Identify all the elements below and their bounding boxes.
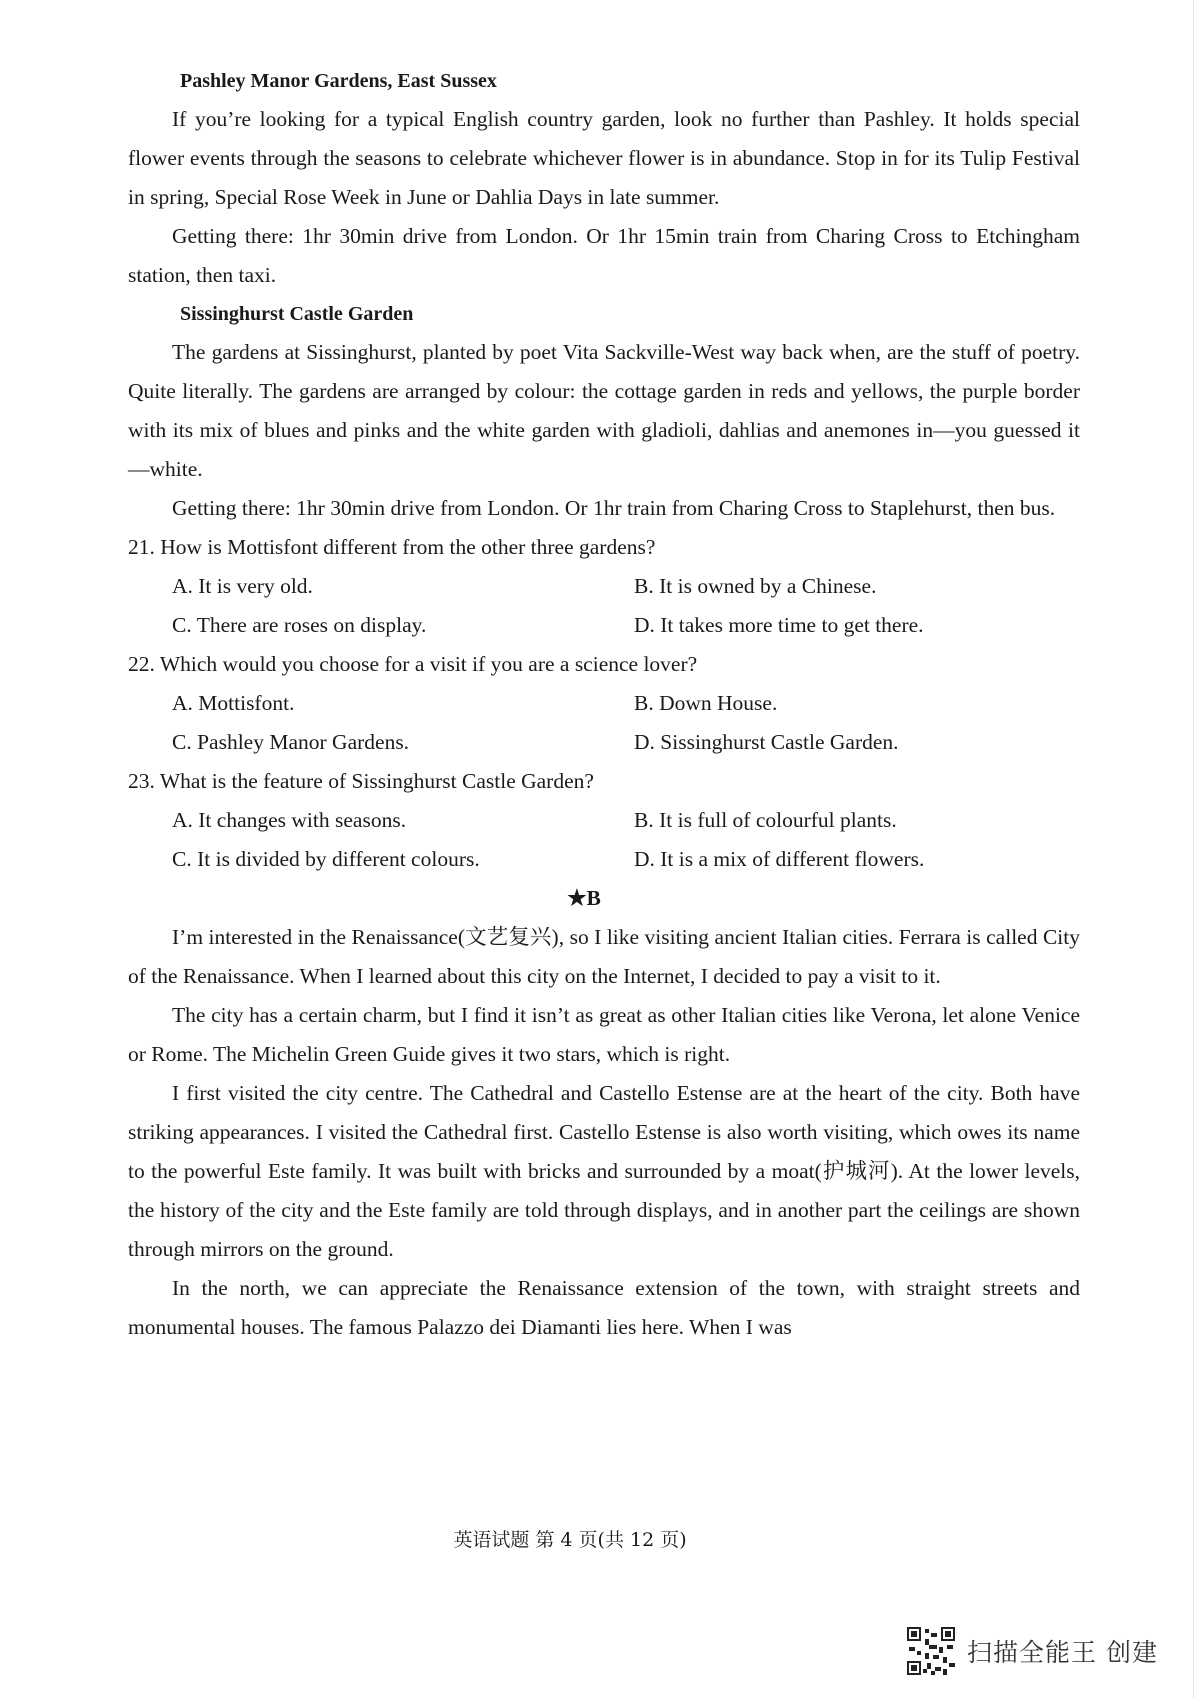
page-content: [128, 62, 1080, 1347]
option-c: C. It is divided by different colours.: [172, 847, 480, 871]
paragraph: I first visited the city centre. The Cathedral and Castello Estense are at the heart of the city. Both have striking appearances. I visited the Cathedral first. Castello Estense is also worth visiting, which owes its name to the powerful Este family. It was built with bricks and surrounded by a moat(护城河). At the lower levels, the history of the city and the Este family are told through displays, and in another part the ceilings are shown through mirrors on the ground.: [128, 1081, 1080, 1261]
question-options: [172, 567, 1080, 645]
paragraph: The gardens at Sissinghurst, planted by poet Vita Sackville-West way back when, are the stuff of poetry. Quite literally. The gardens are arranged by colour: the cottage garden in reds and yellows, the purple border with its mix of blues and pinks and the white garden with gladioli, dahlias and anemones in—you guessed it—white.: [128, 340, 1080, 481]
question-options: [172, 684, 1080, 762]
option-d: D. Sissinghurst Castle Garden.: [634, 730, 899, 754]
question-options: [172, 801, 1080, 879]
question-text: 22. Which would you choose for a visit if you are a science lover?: [128, 652, 698, 676]
paragraph: In the north, we can appreciate the Renaissance extension of the town, with straight streets and monumental houses. The famous Palazzo dei Diamanti lies here. When I was: [128, 1276, 1080, 1339]
question-23: [128, 762, 1080, 879]
option-d: D. It takes more time to get there.: [634, 613, 924, 637]
option-a: A. It is very old.: [172, 574, 313, 598]
scan-edge-line: [1193, 0, 1194, 1698]
option-d: D. It is a mix of different flowers.: [634, 847, 925, 871]
paragraph: Getting there: 1hr 30min drive from London. Or 1hr 15min train from Charing Cross to Etchingham station, then taxi.: [128, 224, 1080, 287]
option-a: A. Mottisfont.: [172, 691, 295, 715]
option-b: B. It is owned by a Chinese.: [634, 574, 877, 598]
qr-code-icon: [905, 1625, 957, 1677]
paragraph: The city has a certain charm, but I find it isn’t as great as other Italian cities like Verona, let alone Venice or Rome. The Michelin Green Guide gives it two stars, which is right.: [128, 1003, 1080, 1066]
option-b: B. Down House.: [634, 691, 778, 715]
passage-b-title: ★B: [567, 886, 601, 910]
option-c: C. Pashley Manor Gardens.: [172, 730, 410, 754]
option-c: C. There are roses on display.: [172, 613, 427, 637]
option-a: A. It changes with seasons.: [172, 808, 407, 832]
section-heading-pashley: Pashley Manor Gardens, East Sussex: [180, 70, 497, 92]
paragraph: If you’re looking for a typical English country garden, look no further than Pashley. It holds special flower events through the seasons to celebrate whichever flower is in abundance. Stop in for its Tulip Festival in spring, Special Rose Week in June or Dahlia Days in late summer.: [128, 107, 1080, 209]
question-text: 23. What is the feature of Sissinghurst Castle Garden?: [128, 769, 594, 793]
paragraph: Getting there: 1hr 30min drive from London. Or 1hr train from Charing Cross to Staplehurst, then bus.: [172, 496, 1056, 520]
question-22: [128, 645, 1080, 762]
section-heading-sissinghurst: Sissinghurst Castle Garden: [180, 303, 414, 325]
footer-text: 英语试题 第 4 页(共 12 页): [453, 1529, 687, 1551]
option-b: B. It is full of colourful plants.: [634, 808, 897, 832]
question-text: 21. How is Mottisfont different from the other three gardens?: [128, 535, 656, 559]
paragraph: I’m interested in the Renaissance(文艺复兴), so I like visiting ancient Italian cities. Ferrara is called City of the Renaissance. When I learned about this city on the Internet, I decided to pay a visit to it.: [128, 925, 1080, 988]
question-21: [128, 528, 1080, 645]
scanner-label: 扫描全能王 创建: [967, 1638, 1158, 1667]
page-footer: [0, 1525, 1200, 1552]
scanner-watermark: [905, 1622, 1158, 1680]
